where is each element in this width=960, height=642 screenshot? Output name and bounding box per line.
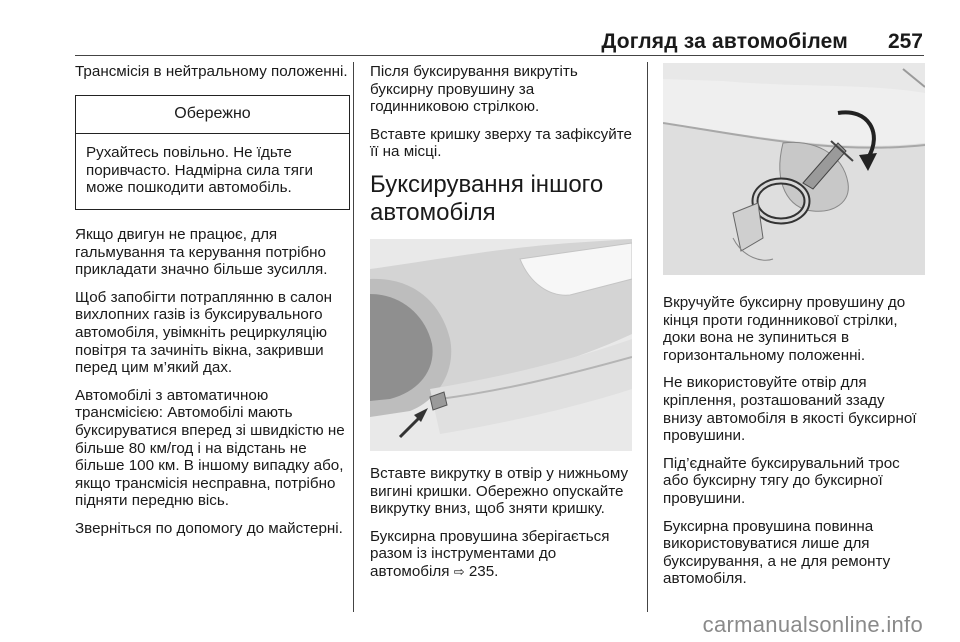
caution-title: Обережно — [76, 96, 349, 135]
header-divider — [75, 55, 924, 56]
caution-box — [75, 95, 350, 210]
paragraph-unscrew: Після буксирування викрутіть буксирну провушину за годинниковою стрілкою. — [370, 63, 578, 116]
column-divider-2 — [647, 62, 648, 612]
page-number: 257 — [887, 30, 923, 53]
section-heading: Буксирування іншого автомобіля — [370, 170, 604, 226]
column-divider-1 — [353, 62, 354, 612]
paragraph-screw-in: Вкручуйте буксирну провушину до кінця проти годинникової стрілки, доки вона не зупиниться в горизонтальному положенні. — [663, 294, 906, 364]
column-right — [663, 294, 925, 598]
towing-eye-figure — [663, 63, 925, 275]
paragraph-cover: Вставте кришку зверху та зафіксуйте її на місці. — [370, 125, 632, 161]
paragraph-lashing-eye: Не використовуйте отвір для кріплення, розташований ззаду внизу автомобіля в якості буксирної провушини. — [663, 374, 917, 445]
rear-bumper-figure — [370, 239, 632, 451]
page-header-title: Догляд за автомобілем — [601, 30, 848, 53]
page-reference[interactable]: 235. — [468, 562, 499, 580]
storage-text: Буксирна провушина зберігається разом із інструментами до автомобіля — [370, 527, 610, 580]
paragraph-screwdriver: Вставте викрутку в отвір у нижньому вигині кришки. Обережно опускайте викрутку вниз, щоб зняти кришку. — [370, 464, 629, 518]
paragraph-workshop: Зверніться по допомогу до майстерні. — [75, 519, 343, 537]
column-middle — [370, 63, 635, 592]
paragraph-towing-only: Буксирна провушина повинна використовуватися лише для буксирування, а не для ремонту автомобіля. — [663, 517, 891, 588]
watermark: carmanualsonline.info — [702, 612, 923, 637]
paragraph-attach-rope: Під’єднайте буксирувальний трос або буксирну тягу до буксирної провушини. — [663, 454, 900, 507]
paragraph-automatic: Автомобілі з автоматичною трансмісією: Автомобілі мають буксируватися вперед зі швидкістю не більше 80 км/год і на відстань не більше 100 км. В іншому випадку або, якщо трансмісія несправна, потрібно підняти передню вісь. — [75, 386, 345, 510]
reference-arrow-icon: ⇨ — [453, 564, 465, 580]
paragraph-storage — [370, 528, 635, 582]
column-left — [75, 63, 350, 547]
caution-text: Рухайтесь повільно. Не їдьте поривчасто. Надмірна сила тяги може пошкодити автомобіль. — [86, 144, 314, 197]
paragraph-exhaust: Щоб запобігти потраплянню в салон вихлопних газів із буксирувального автомобіля, увімкніть рециркуляцію повітря та зачиніть вікна, закривши перед цим м’який дах. — [75, 288, 333, 377]
paragraph-neutral: Трансмісія в нейтральному положенні. — [75, 63, 348, 80]
paragraph-engine-off: Якщо двигун не працює, для гальмування та керування потрібно прикладати значно більше зусилля. — [75, 225, 328, 279]
